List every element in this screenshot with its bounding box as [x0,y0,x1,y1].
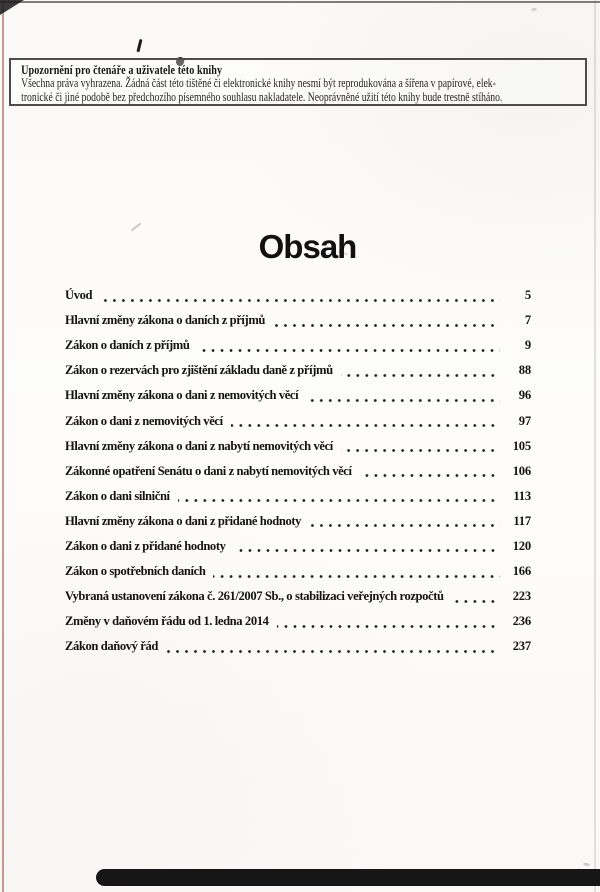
toc-entry-page: 117 [513,513,531,528]
page-heading: Obsah [258,228,357,265]
toc-dot-leader [166,650,500,653]
toc-entry [65,484,531,509]
toc-entry-page: 113 [513,488,531,503]
scan-edge-top [0,1,600,3]
toc-dot-leader [213,575,500,578]
toc-entry [65,634,531,659]
toc-entry [65,459,531,484]
toc-entry-page: 223 [512,589,531,604]
toc-entry-label: Zákon o dani z nemovitých věcí [65,413,223,428]
toc-dot-leader [100,299,500,302]
toc-entry-label: Zákon o dani silniční [65,488,170,503]
toc-dot-leader [178,499,500,502]
toc-dot-leader [234,549,500,552]
toc-entry-page: 120 [512,538,531,553]
toc-entry-label: Hlavní změny zákona o daních z příjmů [65,313,266,328]
notice-body-line2: tronické či jiné podobě bez předchozího písemného souhlasu nakladatele. Neoprávněné užití této knihy bude trestně stíháno. [21,89,503,104]
toc-entry [65,584,531,609]
toc-entry [65,383,531,408]
notice-content [11,60,598,105]
toc-entry-page: 105 [512,438,531,453]
toc-dot-leader [306,399,500,402]
toc-entry-page: 5 [524,288,531,303]
toc-entry-label: Zákon o spotřebních daních [65,564,206,579]
scanner-bed-strip [96,869,600,886]
scan-corner-mark [0,0,24,15]
toc-entry [65,509,531,534]
toc-entry-page: 166 [512,564,531,579]
toc-entry [65,434,531,459]
toc-entry [65,283,531,308]
smudge-mark [583,862,590,866]
toc-entry-page: 9 [524,338,531,353]
toc-entry-label: Zákon daňový řád [65,639,158,654]
smudge-mark [531,8,537,12]
toc-entry [65,408,531,433]
toc-dot-leader [341,449,500,452]
toc-entry-label: Zákon o dani z přidané hodnoty [65,538,226,553]
toc-dot-leader [277,625,500,628]
toc-dot-leader [273,324,500,327]
toc-entry [65,358,531,383]
toc-dot-leader [341,374,500,377]
toc-entry-label: Zákonné opatření Senátu o dani z nabytí nemovitých věcí [65,463,352,478]
toc-entry-label: Úvod [65,288,93,303]
notice-title: Upozornění pro čtenáře a uživatele této knihy [21,62,223,77]
toc-entry-page: 97 [518,413,531,428]
toc-entry-label: Hlavní změny zákona o dani z nabytí nemovitých věcí [65,438,333,453]
toc-entry-label: Změny v daňovém řádu od 1. ledna 2014 [65,614,269,629]
table-of-contents [65,283,531,659]
toc-entry-page: 7 [524,313,531,328]
scan-edge-left [2,0,4,892]
scan-edge-right [594,0,596,892]
toc-entry-label: Zákon o daních z příjmů [65,338,190,353]
toc-dot-leader [197,349,500,352]
toc-entry-page: 106 [512,463,531,478]
toc-entry [65,559,531,584]
toc-dot-leader [360,474,500,477]
toc-entry-label: Zákon o rezervách pro zjištění základu daně z příjmů [65,363,333,378]
pen-mark [136,39,142,52]
notice-body-line1: Všechna práva vyhrazena. Žádná část této tištěné či elektronické knihy nesmí být reprodukována a šířena v papírové, elek- [21,76,496,90]
toc-entry [65,308,531,333]
toc-entry [65,534,531,559]
toc-entry-label: Hlavní změny zákona o dani z přidané hodnoty [65,513,302,528]
toc-entry [65,333,531,358]
toc-entry-page: 88 [518,363,531,378]
toc-entry-label: Hlavní změny zákona o dani z nemovitých věcí [65,388,299,403]
toc-entry-label: Vybraná ustanovení zákona č. 261/2007 Sb., o stabilizaci veřejných rozpočtů [65,589,444,604]
toc-entry [65,609,531,634]
toc-dot-leader [309,524,500,527]
toc-entry-page: 96 [518,388,531,403]
toc-entry-page: 236 [512,614,531,629]
toc-entry-page: 237 [512,639,531,654]
toc-dot-leader [231,424,500,427]
notice-box [9,58,587,106]
toc-dot-leader [452,600,500,603]
